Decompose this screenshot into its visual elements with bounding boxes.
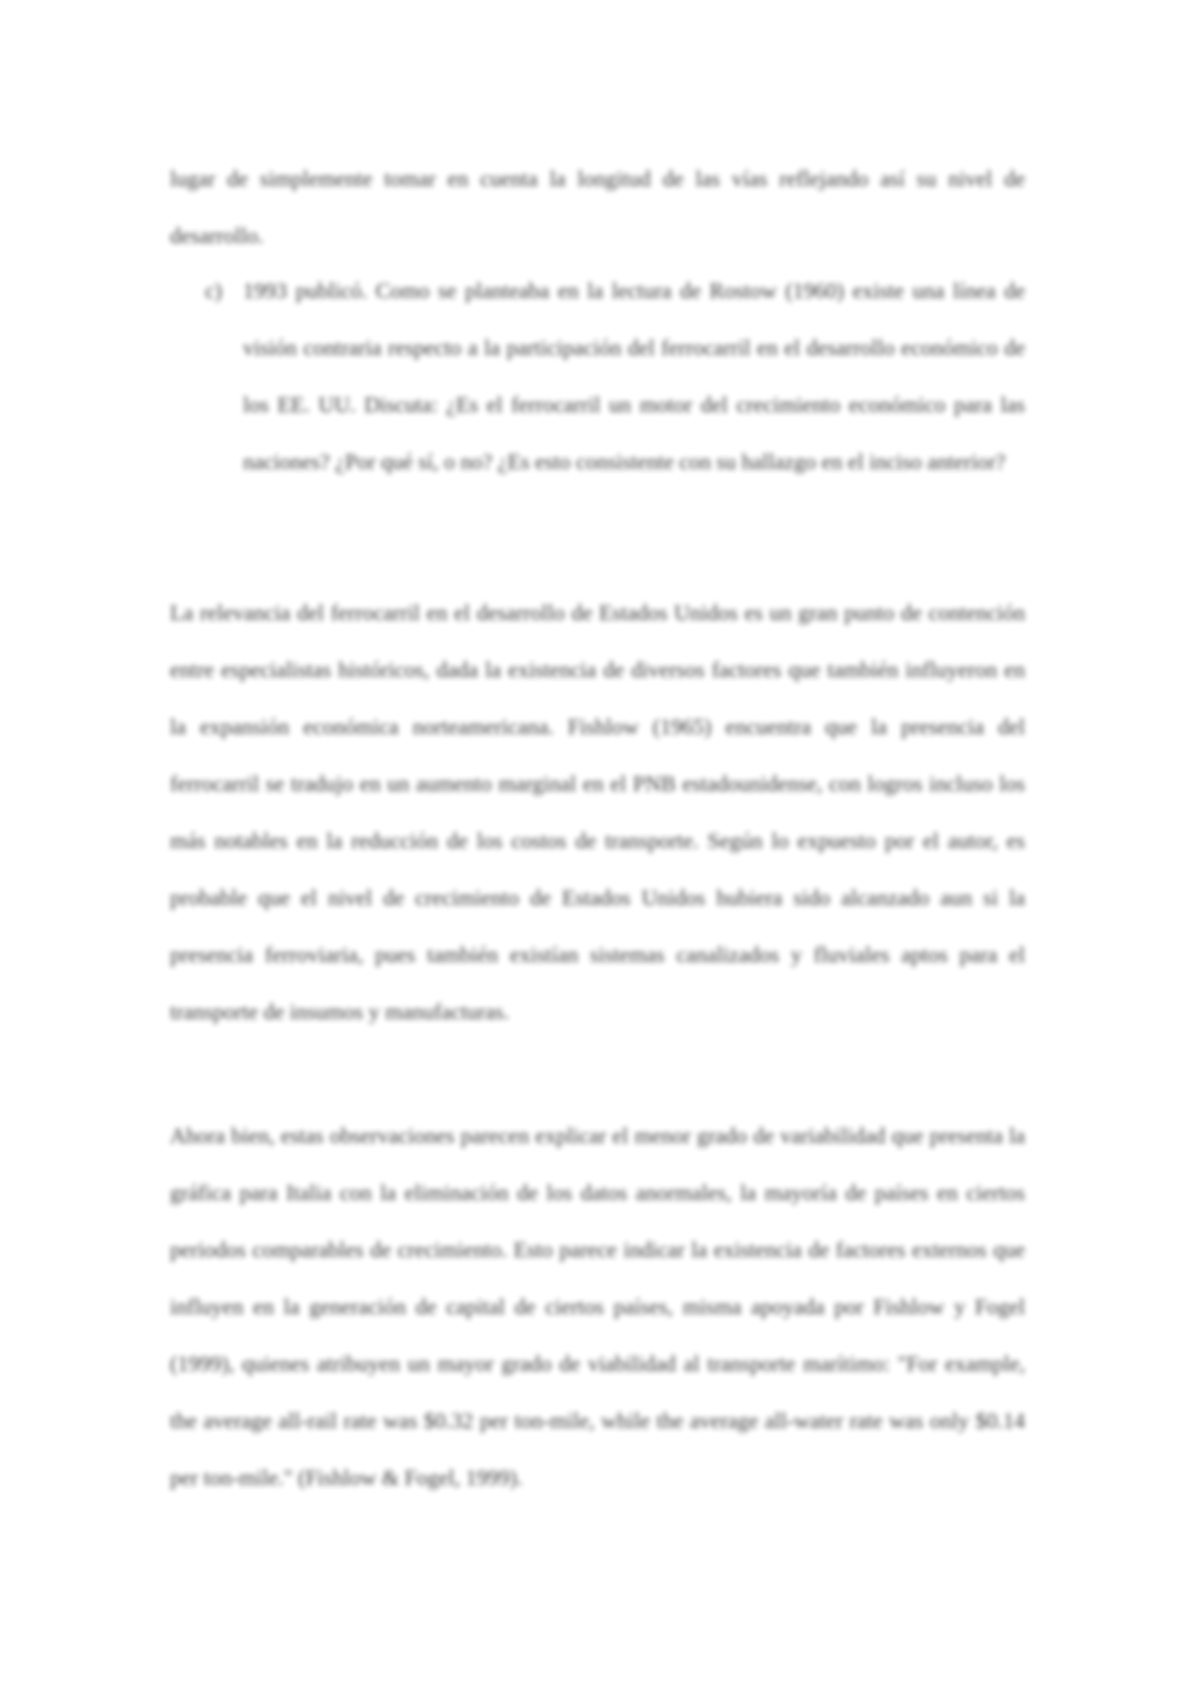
question-item (205, 262, 1025, 490)
answer-paragraph-2: Ahora bien, estas observaciones parecen explicar el menor grado de variabilidad que presenta la gráfica para Italia con la eliminación de los datos anormales, la mayoría de países en ciertos periodos comparables de crecimiento. Esto parece indicar la existencia de factores externos que influyen en la generación de capital de ciertos países, misma apoyada por Fishlow y Fogel (1999), quienes atribuyen un mayor grado de viabilidad al transporte marítimo: "For example, the average all-rail rate was $0.32 per ton-mile, while the average all-water rate was only $0.14 per ton-mile." (Fishlow & Fogel, 1999). (170, 1123, 1025, 1490)
question-label: c) (205, 278, 223, 303)
intro-paragraph: lugar de simplemente tomar en cuenta la longitud de las vías reflejando así su nivel de desarrollo. (170, 166, 1025, 248)
answer-paragraph-1: La relevancia del ferrocarril en el desarrollo de Estados Unidos es un gran punto de contención entre especialistas históricos, dada la existencia de diversos factores que también influyeron en la expansión económica norteamericana. Fishlow (1965) encuentra que la presencia del ferrocarril se tradujo en un aumento marginal en el PNB estadounidense, con logros incluso los más notables en la reducción de los costos de transporte. Según lo expuesto por el autor, es probable que el nivel de crecimiento de Estados Unidos hubiera sido alcanzado aun si la presencia ferroviaria, pues también existían sistemas canalizados y fluviales aptos para el transporte de insumos y manufacturas. (170, 600, 1025, 1024)
question-text: 1993 publicó. Como se planteaba en la lectura de Rostow (1960) existe una línea de visión contraria respecto a la participación del ferrocarril en el desarrollo económico de los EE. UU. Discuta: ¿Es el ferrocarril un motor del crecimiento económico para las naciones? ¿Por qué sí, o no? ¿Es esto consistente con su hallazgo en el inciso anterior? (243, 278, 1025, 474)
